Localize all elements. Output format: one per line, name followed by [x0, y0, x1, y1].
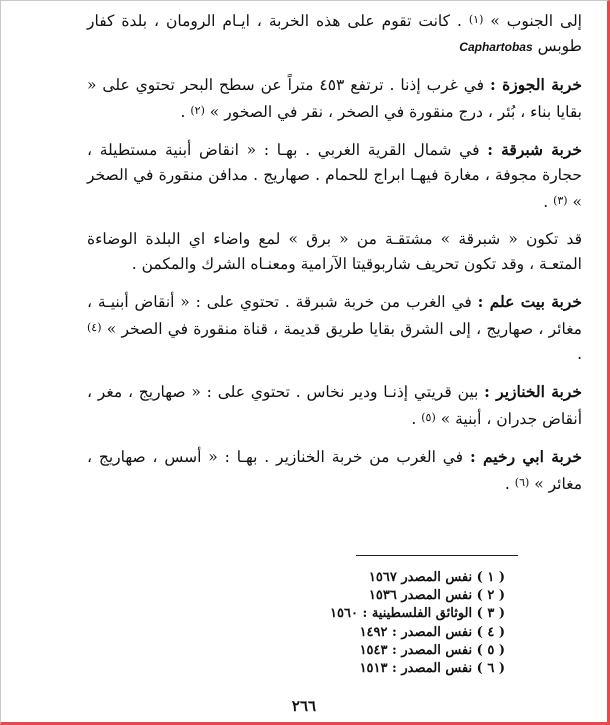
- footnote-ref: (٦): [514, 476, 530, 489]
- footnote-ref: (٣): [553, 194, 568, 207]
- entry-text: قد تكون « شبرقة » مشتقـة من « برق » لمع واضاء اي البلدة الوضاءة المتعـة ، وقد تكون تحريف شاربوقيتا الآرامية ومعنـاه الشرك والمكمن .: [87, 230, 582, 273]
- entry-heading: خربة الخنازير :: [484, 382, 582, 401]
- entry-text: في الغرب من خربة الخنازير . بهـا : « أسس ، صهاريج ، مغائر »: [87, 448, 582, 493]
- paragraph-intro: [87, 7, 582, 60]
- page-number: ٢٦٦: [291, 697, 317, 715]
- footnote-ref: (١): [468, 13, 484, 26]
- paragraph-khirbet-al-jawza: [87, 72, 582, 125]
- paragraph-khirbet-beit-alam: [87, 289, 582, 367]
- footnote-item: ( ٦ ) نفس المصدر : ١٥١٣: [359, 661, 505, 677]
- footnote-item: ( ٤ ) نفس المصدر : ١٤٩٢: [359, 624, 505, 640]
- footnote-ref: (٢): [190, 104, 205, 117]
- footnote-item: ( ٣ ) الوثائق الفلسطينية : ١٥٦٠: [330, 606, 505, 622]
- entry-heading: خربة ابي رخيم :: [469, 447, 582, 466]
- entry-end: .: [577, 345, 582, 363]
- entry-end: .: [411, 410, 417, 428]
- body-text: [87, 7, 582, 503]
- latin-term: Caphartobas: [459, 40, 533, 54]
- footnote-ref: (٤): [87, 321, 102, 334]
- entry-text: بين قريتي إذنـا ودير نخاس . تحتوي على : « صهاريج ، مغر ، أنقاض جدران ، أبنية »: [87, 383, 582, 428]
- footnote-separator: [356, 555, 518, 556]
- paragraph-khirbet-shubruqa: [87, 137, 582, 215]
- footnote-item: ( ٥ ) نفس المصدر : ١٥٤٣: [359, 642, 505, 658]
- entry-heading: خربة الجوزة :: [490, 75, 582, 94]
- paragraph-etymology: [87, 227, 582, 277]
- footnote-ref: (٥): [421, 411, 436, 424]
- entry-end: .: [504, 475, 510, 493]
- entry-end: .: [180, 103, 186, 121]
- footnotes-list: [330, 569, 505, 678]
- intro-text-a: إلى الجنوب »: [490, 12, 582, 30]
- paragraph-khirbet-al-khanazir: [87, 379, 582, 432]
- entry-heading: خربة شبرقة :: [487, 140, 582, 159]
- entry-text: في الغرب من خربة شبرقة . تحتوي على : « أنقاض أبنيـة ، مغائر ، صهاريج ، إلى الشرق بقايا طريق قديمة ، قناة منقورة في الصخر »: [87, 293, 582, 338]
- entry-text: في غرب إذنا . ترتفع ٤٥٣ متراً عن سطح البحر تحتوي على « بقايا بناء ، بُئر ، درج منقورة في الصخر ، نقر في الصخور »: [87, 76, 582, 121]
- entry-heading: خربة بيت علم :: [477, 292, 582, 311]
- footnote-item: ( ٢ ) نفس المصدر ١٥٣٦: [368, 588, 505, 604]
- entry-end: .: [543, 193, 549, 211]
- footnote-item: ( ١ ) نفس المصدر ١٥٦٧: [368, 570, 505, 585]
- entry-text: في شمال القرية الغربي . بهـا : « انقاض أبنية مستطيلة ، حجارة مجوفة ، مغارة فيهـا ابراج للحمام . صهاريج . مدافن منقورة في الصخر »: [87, 141, 582, 211]
- intro-text-b: . كانت تقوم على هذه الخربة ، ايـام الرومان ، بلدة كفار طوبس: [87, 12, 582, 55]
- paragraph-khirbet-abu-rukhaym: [87, 444, 582, 497]
